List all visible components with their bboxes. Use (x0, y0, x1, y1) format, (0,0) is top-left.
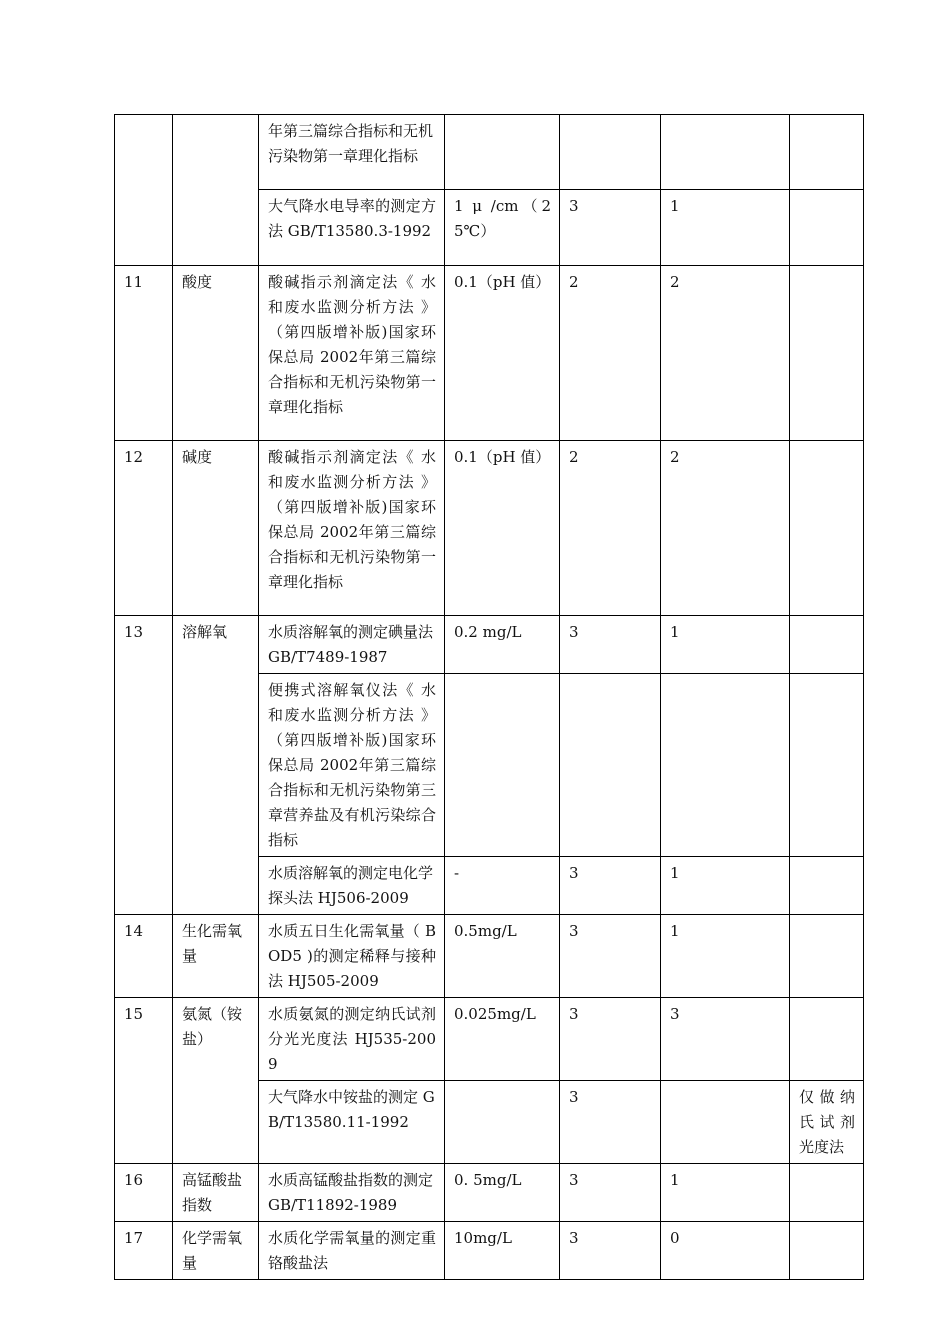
table-row (115, 266, 864, 441)
limit-cell: 0.1（pH 值） (445, 441, 560, 616)
table-row (115, 1222, 864, 1280)
limit-cell: 10mg/L (445, 1222, 560, 1280)
standards-table (114, 114, 864, 1280)
col5-cell (560, 115, 661, 190)
no-cell: 12 (115, 441, 173, 616)
method-cell: 酸碱指示剂滴定法《 水和废水监测分析方法 》（第四版增补版)国家环保总局 2002年第三篇综合指标和无机污染物第一章理化指标 (259, 266, 445, 441)
method-cell: 酸碱指示剂滴定法《 水和废水监测分析方法 》（第四版增补版)国家环保总局 2002年第三篇综合指标和无机污染物第一章理化指标 (259, 441, 445, 616)
col6-cell (661, 1081, 790, 1164)
table-row (115, 616, 864, 674)
limit-cell: 0.025mg/L (445, 998, 560, 1081)
table-row (115, 1164, 864, 1222)
note-cell (790, 857, 864, 915)
table-row (115, 915, 864, 998)
col6-cell: 1 (661, 857, 790, 915)
col6-cell (661, 115, 790, 190)
limit-cell: 0.2 mg/L (445, 616, 560, 674)
col6-cell: 1 (661, 1164, 790, 1222)
method-cell: 水质高锰酸盐指数的测定 GB/T11892-1989 (259, 1164, 445, 1222)
col6-cell: 2 (661, 441, 790, 616)
note-cell (790, 674, 864, 857)
table-row (115, 998, 864, 1081)
table-row (115, 115, 864, 190)
limit-cell: - (445, 857, 560, 915)
col6-cell: 3 (661, 998, 790, 1081)
col5-cell: 2 (560, 441, 661, 616)
note-cell (790, 266, 864, 441)
col5-cell: 3 (560, 190, 661, 266)
col5-cell: 3 (560, 1222, 661, 1280)
col5-cell: 3 (560, 998, 661, 1081)
no-cell: 11 (115, 266, 173, 441)
no-cell: 14 (115, 915, 173, 998)
method-cell: 水质五日生化需氧量（ BOD5 )的测定稀释与接种法 HJ505-2009 (259, 915, 445, 998)
limit-cell: 1 μ /cm（25℃） (445, 190, 560, 266)
method-cell: 水质溶解氧的测定碘量法 GB/T7489-1987 (259, 616, 445, 674)
col5-cell: 3 (560, 857, 661, 915)
item-cell: 生化需氧量 (173, 915, 259, 998)
method-cell: 水质氨氮的测定纳氏试剂分光光度法 HJ535-2009 (259, 998, 445, 1081)
note-cell: 仅做纳氏试剂光度法 (790, 1081, 864, 1164)
col6-cell: 1 (661, 616, 790, 674)
method-cell: 水质溶解氧的测定电化学探头法 HJ506-2009 (259, 857, 445, 915)
col6-cell: 1 (661, 915, 790, 998)
no-cell: 15 (115, 998, 173, 1164)
no-cell: 13 (115, 616, 173, 915)
col5-cell: 3 (560, 616, 661, 674)
no-cell: 16 (115, 1164, 173, 1222)
col6-cell: 1 (661, 190, 790, 266)
col5-cell (560, 674, 661, 857)
note-cell (790, 441, 864, 616)
method-cell: 水质化学需氧量的测定重铬酸盐法 (259, 1222, 445, 1280)
item-cell (173, 115, 259, 266)
limit-cell (445, 674, 560, 857)
col5-cell: 3 (560, 915, 661, 998)
item-cell: 酸度 (173, 266, 259, 441)
col6-cell: 2 (661, 266, 790, 441)
col6-cell (661, 674, 790, 857)
method-cell: 便携式溶解氧仪法《 水和废水监测分析方法 》（第四版增补版)国家环保总局 2002年第三篇综合指标和无机污染物第三章营养盐及有机污染综合指标 (259, 674, 445, 857)
item-cell: 氨氮（铵盐） (173, 998, 259, 1164)
col5-cell: 2 (560, 266, 661, 441)
no-cell (115, 115, 173, 266)
table-row (115, 441, 864, 616)
note-cell (790, 190, 864, 266)
method-cell: 年第三篇综合指标和无机污染物第一章理化指标 (259, 115, 445, 190)
note-cell (790, 616, 864, 674)
col5-cell: 3 (560, 1164, 661, 1222)
limit-cell: 0.1（pH 值） (445, 266, 560, 441)
note-cell (790, 115, 864, 190)
no-cell: 17 (115, 1222, 173, 1280)
item-cell: 溶解氧 (173, 616, 259, 915)
method-cell: 大气降水中铵盐的测定 GB/T13580.11-1992 (259, 1081, 445, 1164)
item-cell: 高锰酸盐指数 (173, 1164, 259, 1222)
limit-cell (445, 1081, 560, 1164)
item-cell: 碱度 (173, 441, 259, 616)
note-cell (790, 998, 864, 1081)
limit-cell: 0. 5mg/L (445, 1164, 560, 1222)
note-cell (790, 915, 864, 998)
col6-cell: 0 (661, 1222, 790, 1280)
note-cell (790, 1222, 864, 1280)
limit-cell: 0.5mg/L (445, 915, 560, 998)
col5-cell: 3 (560, 1081, 661, 1164)
method-cell: 大气降水电导率的测定方法 GB/T13580.3-1992 (259, 190, 445, 266)
note-cell (790, 1164, 864, 1222)
item-cell: 化学需氧量 (173, 1222, 259, 1280)
limit-cell (445, 115, 560, 190)
